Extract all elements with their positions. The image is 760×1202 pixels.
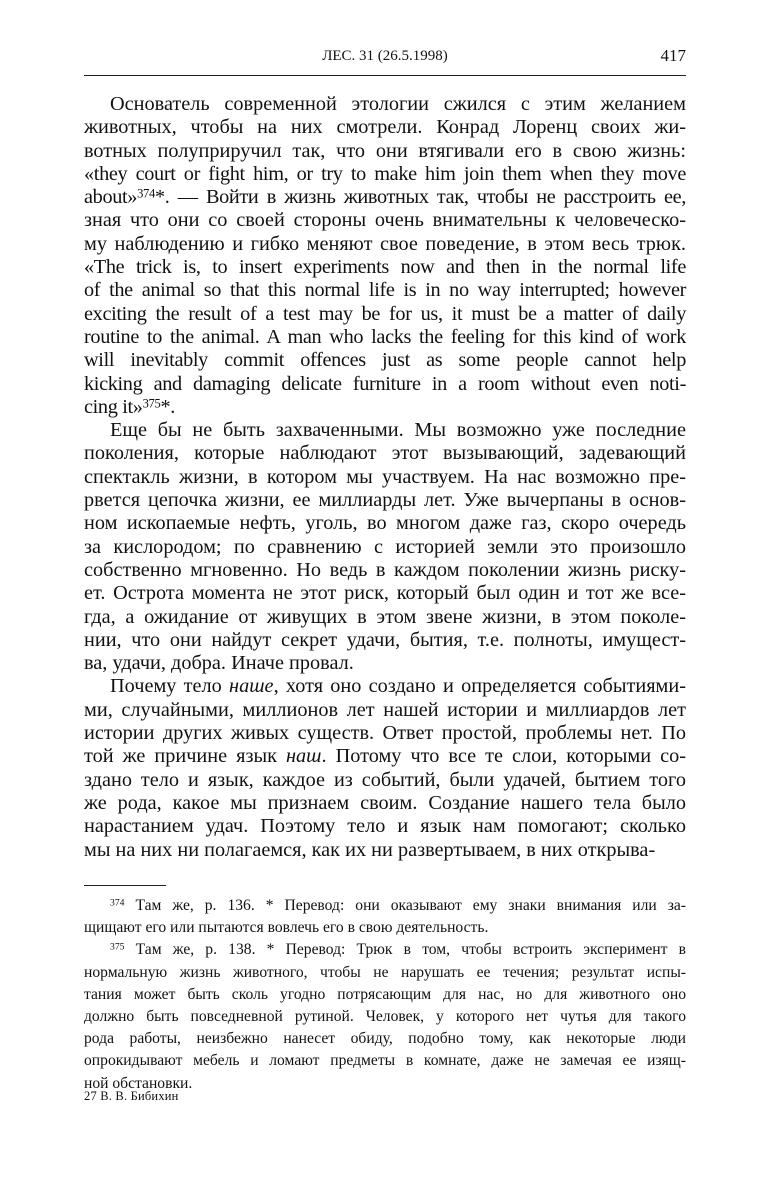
footnote-line: ной обстановки. — [84, 1074, 193, 1092]
footnote-line: опрокидывают мебель и ломают предметы в комнате, даже не замечая ее изящ- — [84, 1052, 686, 1070]
paragraph — [84, 419, 686, 675]
footnotes — [84, 895, 686, 1095]
text-line: Еще бы не быть захваченными. Мы возможно уже последние — [110, 419, 686, 442]
paragraph — [84, 675, 686, 861]
running-title: ЛЕС. 31 (26.5.1998) — [322, 48, 448, 64]
text-line — [84, 745, 686, 768]
text-line: will inevitably commit offences just as some people cannot help — [84, 349, 686, 372]
text-line: мы на них ни полагаемся, как их ни развертываем, в них открыва- — [84, 838, 656, 861]
text-line: ми, случайными, миллионов лет нашей истории и миллиардов лет — [84, 698, 686, 721]
text-segment: *. — [160, 395, 175, 418]
text-line: вотных полуприручил так, что они втягивали его в свою жизнь: — [84, 139, 686, 162]
text-line: ва, удачи, добра. Иначе провал. — [84, 652, 354, 675]
text-line: of the animal so that this normal life is in no way interrupted; however — [84, 279, 686, 302]
footnote-line: щищают его или пытаются вовлечь его в свою деятельность. — [84, 919, 489, 937]
text-line: exciting the result of a test may be for us, it must be a matter of daily — [84, 302, 686, 325]
footnote — [84, 895, 686, 939]
footnote-line — [84, 895, 686, 917]
text-segment: Там же, p. 138. * Перевод: Трюк в том, чтобы встроить эксперимент в — [124, 941, 686, 959]
text-line: routine to the animal. A man who lacks the feeling for this kind of work — [84, 325, 686, 348]
text-line: ном ископаемые нефть, уголь, во многом даже газ, скоро очередь — [84, 512, 686, 535]
footnote-line: рода работы, неизбежно нанесет обиду, подобно тому, как некоторые люди — [84, 1030, 686, 1048]
footnote-ref: 375 — [142, 396, 161, 411]
text-line: Основатель современной этологии сжился с этим желанием — [110, 93, 686, 115]
text-line: поколения, которые наблюдают этот вызывающий, задевающий — [84, 442, 686, 465]
text-line: животных, чтобы на них смотрели. Конрад Лоренц своих жи- — [84, 116, 686, 139]
printer-signature: 27 В. В. Бибихин — [84, 1089, 179, 1103]
text-segment: , хотя оно создано и определяется событиями- — [273, 675, 686, 698]
text-line: «The trick is, to insert experiments now and then in the normal life — [84, 256, 686, 279]
emphasis: наше — [229, 675, 274, 698]
page-header — [84, 46, 686, 74]
footnote-ref: 375 — [110, 942, 125, 954]
text-line — [84, 675, 686, 698]
footnote-ref: 374 — [137, 186, 155, 201]
paragraph — [84, 93, 686, 419]
text-line: же рода, какое мы признаем своим. Создание нашего тела было — [84, 791, 686, 814]
text-line: здано тело и язык, каждое из событий, были удачей, бытием того — [84, 768, 686, 791]
text-line: собственно мгновенно. Но ведь в каждом поколении жизнь риску- — [84, 558, 686, 581]
text-segment: той же причине язык — [84, 745, 286, 768]
footnote-ref: 374 — [110, 897, 125, 909]
text-line: kicking and damaging delicate furniture in a room without even noti- — [84, 372, 686, 395]
emphasis: наш — [285, 745, 322, 768]
text-line: спектакль жизни, в котором мы участвуем. На нас возможно пре- — [84, 465, 686, 488]
main-text — [84, 93, 686, 862]
text-line: нии, что они найдут секрет удачи, бытия, т.е. полноты, имущест- — [84, 628, 686, 651]
header-rule — [84, 75, 686, 76]
text-segment: . Потому что все те слои, которыми со- — [321, 745, 686, 768]
text-segment: Почему тело — [110, 675, 230, 698]
text-line: рвется цепочка жизни, ее миллиарды лет. Уже вычерпаны в основ- — [84, 489, 686, 512]
text-line: за кислородом; по сравнению с историей земли это произошло — [84, 535, 686, 558]
text-segment: about» — [84, 186, 138, 209]
text-segment: cing it» — [84, 395, 143, 418]
text-line: ет. Острота момента не этот риск, который был один и тот же все- — [84, 582, 686, 605]
text-line: гда, а ожидание от живущих в этом звене жизни, в этом поколе- — [84, 605, 686, 628]
text-line — [84, 186, 686, 209]
text-line: му наблюдению и гибко меняют свое поведение, в этом весь трюк. — [84, 232, 686, 255]
text-segment: *. — Войти в жизнь животных так, чтобы не расстроить ее, — [154, 186, 686, 209]
text-line: «they court or fight him, or try to make him join them when they move — [84, 162, 686, 185]
text-segment: Там же, p. 136. * Перевод: они оказывают ему знаки внимания или за- — [124, 897, 686, 914]
page-number: 417 — [660, 46, 686, 65]
text-line: истории других живых существ. Ответ простой, проблемы нет. По — [84, 722, 686, 745]
footnote-line: должно быть повседневной рутиной. Человек, у которого нет чутья для такого — [84, 1007, 686, 1025]
text-line: зная что они со своей стороны очень внимательны к человеческо- — [84, 209, 686, 232]
footnote — [84, 939, 686, 1094]
text-line: нарастанием удач. Поэтому тело и язык нам помогают; сколько — [84, 815, 686, 838]
footnote-separator — [84, 885, 166, 886]
footnote-line — [84, 939, 686, 961]
footnote-line: тания может быть сколь угодно потрясающим для нас, но для животного оно — [84, 985, 686, 1003]
footnote-line: нормальную жизнь животного, чтобы не нарушать ее течения; результат испы- — [84, 963, 686, 981]
text-line — [84, 396, 686, 419]
